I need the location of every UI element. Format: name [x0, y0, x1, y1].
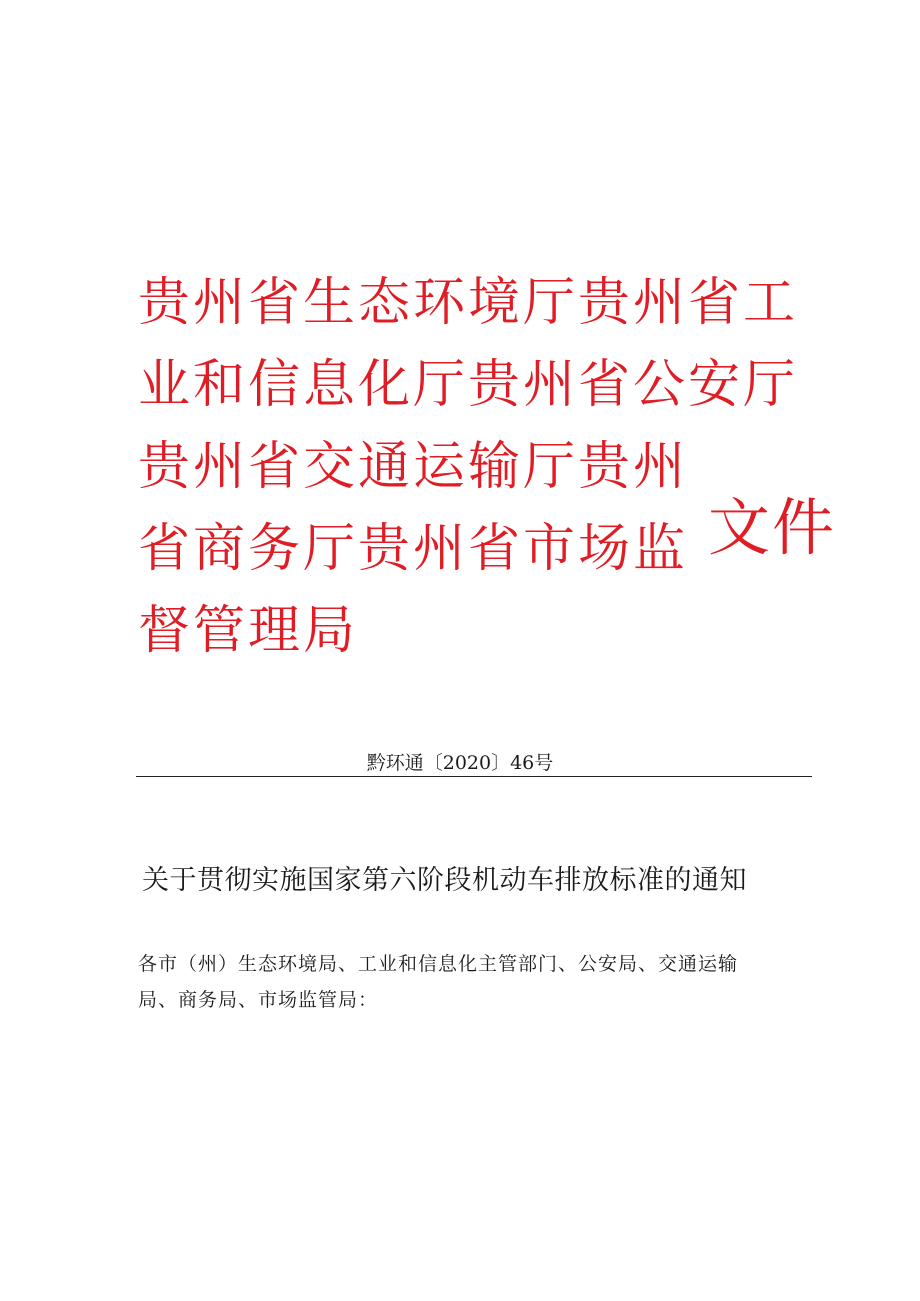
document-type-label: 文件 [708, 491, 837, 564]
issuer-line-1: 贵州省生态环境厅贵州省工 [138, 273, 799, 333]
document-number: 黔环通〔2020〕46号 [366, 752, 554, 774]
addressee-line-1: 各市（州）生态环境局、工业和信息化主管部门、公安局、交通运输 [138, 953, 739, 975]
issuer-line-5: 督管理局 [138, 601, 359, 661]
issuer-line-2: 业和信息化厅贵州省公安厅 [138, 355, 799, 415]
addressee-line-2: 局、商务局、市场监管局： [138, 989, 379, 1011]
issuer-line-4: 省商务厅贵州省市场监 [138, 519, 689, 579]
issuer-line-3: 贵州省交通运输厅贵州 [138, 437, 689, 497]
header-divider [136, 776, 812, 777]
document-title: 关于贯彻实施国家第六阶段机动车排放标准的通知 [142, 865, 747, 896]
addressee-block [138, 946, 798, 1018]
